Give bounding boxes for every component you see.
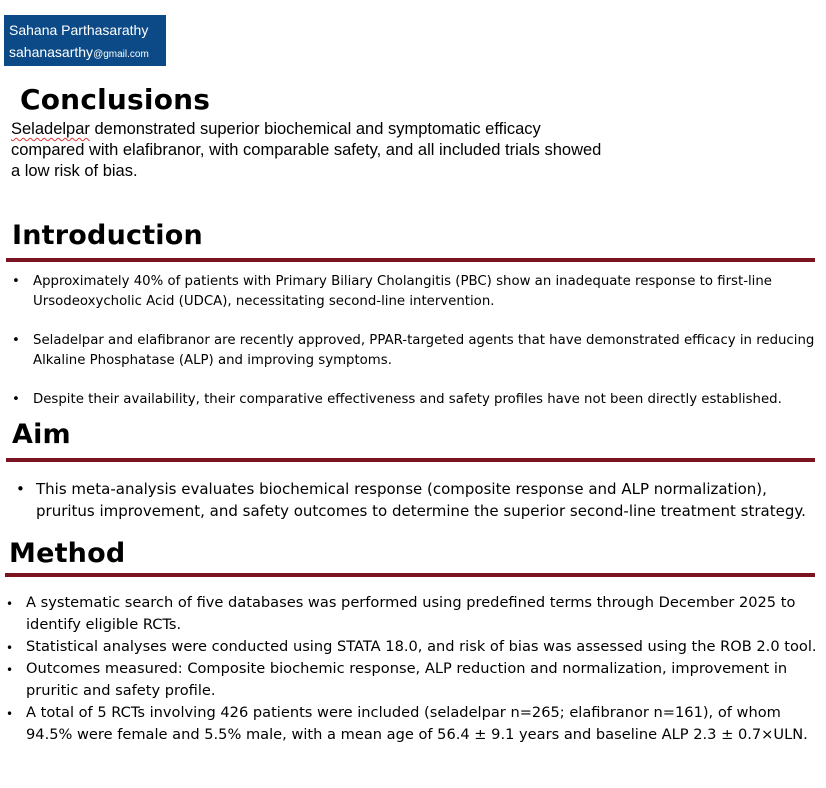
list-item-text: Statistical analyses were conducted using STATA 18.0, and risk of bias was assessed using the ROB 2.0 tool. (26, 638, 817, 655)
bullet: • (6, 597, 14, 611)
list-item (6, 636, 821, 658)
conclusions-text (11, 119, 611, 182)
list-item (12, 390, 818, 410)
list-item (12, 331, 818, 370)
list-item (16, 479, 816, 522)
bullet: • (6, 707, 14, 721)
author-email-user: sahanasarthy (9, 44, 94, 60)
introduction-divider (6, 258, 815, 262)
conclusions-text-rest: demonstrated superior biochemical and symptomatic efficacy compared with elafibranor, with comparable safety, and all included trials showed a low risk of bias. (11, 120, 602, 180)
aim-list (16, 479, 816, 522)
conclusions-heading: Conclusions (20, 83, 211, 116)
introduction-list (12, 272, 818, 410)
introduction-heading: Introduction (12, 220, 203, 251)
bullet: • (16, 480, 25, 498)
aim-heading: Aim (12, 419, 71, 450)
bullet: • (12, 392, 20, 407)
author-box (4, 15, 166, 66)
aim-divider (6, 458, 815, 462)
list-item-text: A systematic search of five databases was performed using predefined terms through December 2025 to identify eligible RCTs. (26, 594, 796, 633)
method-heading: Method (9, 538, 126, 569)
list-item-text: Approximately 40% of patients with Primary Biliary Cholangitis (PBC) show an inadequate response to first-line Ursodeoxycholic Acid (UDCA), necessitating second-line intervention. (33, 274, 772, 309)
method-list (6, 592, 821, 746)
list-item (12, 272, 818, 311)
author-email-domain: @gmail.com (93, 49, 149, 60)
list-item-text: Seladelpar and elafibranor are recently approved, PPAR-targeted agents that have demonstrated efficacy in reducing Alkaline Phosphatase (ALP) and improving symptoms. (33, 333, 815, 368)
method-divider (5, 573, 815, 577)
bullet: • (6, 641, 14, 655)
bullet: • (12, 274, 20, 289)
list-item-text: Outcomes measured: Composite biochemic response, ALP reduction and normalization, improvement in pruritic and safety profile. (26, 660, 788, 699)
author-email[interactable] (9, 41, 161, 66)
conclusions-first-word: Seladelpar (11, 120, 90, 138)
author-name: Sahana Parthasarathy (9, 22, 149, 38)
list-item (6, 592, 821, 636)
list-item-text: This meta-analysis evaluates biochemical response (composite response and ALP normalization), pruritus improvement, and safety outcomes to determine the superior second-line treatment strategy. (36, 480, 806, 520)
bullet: • (12, 333, 20, 348)
list-item-text: A total of 5 RCTs involving 426 patients were included (seladelpar n=265; elafibranor n=161), of whom 94.5% were female and 5.5% male, with a mean age of 56.4 ± 9.1 years and baseline ALP 2.3 ± 0.7×ULN. (26, 704, 808, 743)
bullet: • (6, 663, 14, 677)
list-item (6, 658, 821, 702)
list-item (6, 702, 821, 746)
list-item-text: Despite their availability, their comparative effectiveness and safety profiles have not been directly established. (33, 392, 782, 407)
